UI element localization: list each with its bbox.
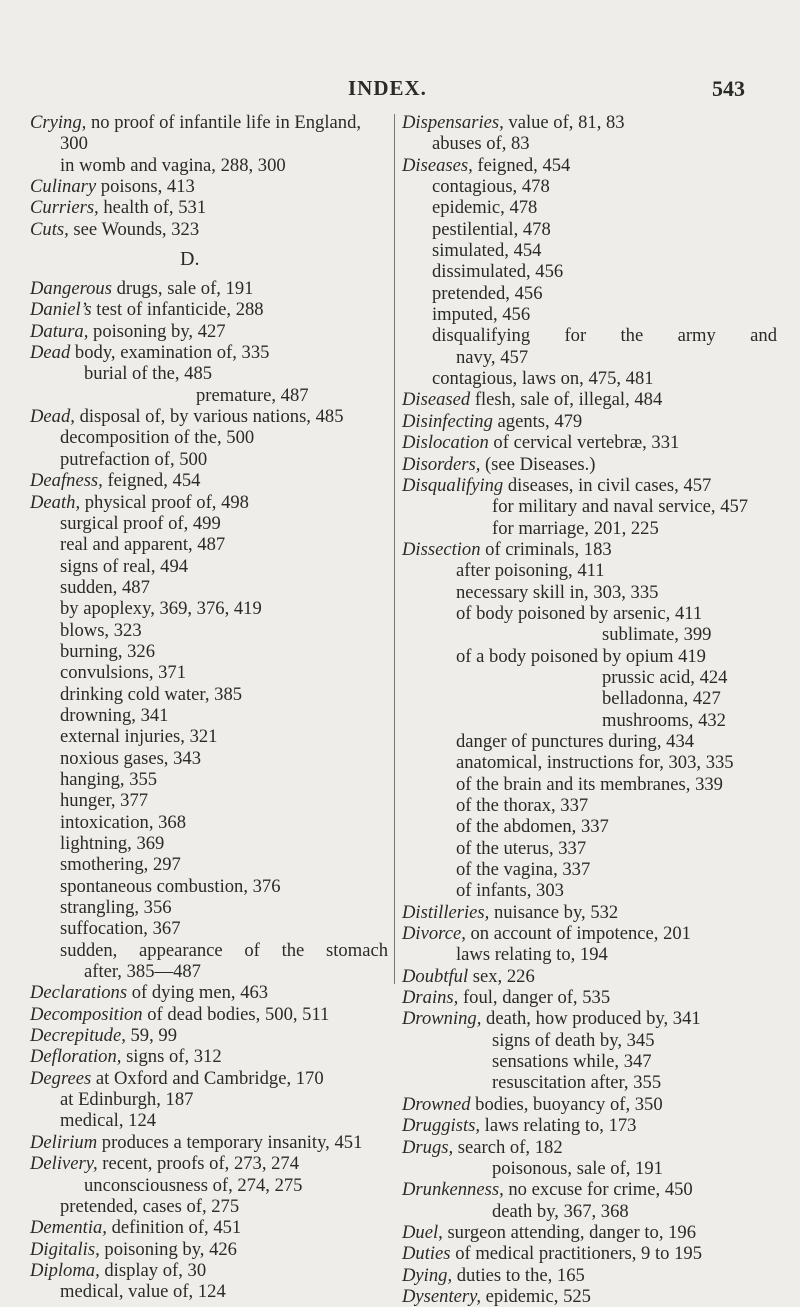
entry-heading: Crying, [30,112,87,133]
entry-text: test of infanticide, 288 [91,299,264,321]
entry-text: at Oxford and Cambridge, 170 [91,1067,324,1089]
word: for [564,325,587,347]
index-subentry: navy, 457 [456,346,529,368]
index-subentry: signs of real, 494 [60,555,189,577]
entry-text: display of, 30 [99,1259,207,1281]
entry-heading: Death, [30,491,81,513]
index-entry [30,112,388,133]
entry-heading: Distilleries, [402,901,490,923]
justified-text [60,940,388,961]
justified-text [432,325,777,346]
index-subentry: pestilential, 478 [432,218,551,240]
entry-heading: Digitalis, [30,1238,100,1260]
entry-text: (see Diseases.) [480,453,596,475]
entry-text: epidemic, 525 [481,1285,591,1307]
column-divider [394,114,395,984]
index-entry [402,1115,777,1136]
entry-heading: Doubtful [402,965,469,987]
index-subentry: medical, value of, 124 [60,1281,226,1303]
word: and [750,325,777,347]
index-entry [402,902,777,923]
index-subentry: in womb and vagina, 288, 300 [60,154,286,176]
index-subentry: of the thorax, 337 [456,795,589,816]
index-subentry: abuses of, 83 [432,133,530,155]
index-subentry: sudden, 487 [60,576,150,598]
entry-heading: Cuts, [30,218,69,240]
entry-text: poisoning by, 426 [99,1238,237,1260]
index-entry [30,406,388,427]
index-subentry: pretended, 456 [432,282,543,304]
index-subentry: imputed, 456 [432,304,531,326]
index-subentry: dissimulated, 456 [432,261,564,283]
index-subentry: hunger, 377 [60,790,149,812]
entry-heading: Delivery, [30,1153,98,1175]
entry-heading: Delirium [30,1131,98,1153]
entry-text: on account of impotence, 201 [465,923,691,945]
word: the [620,325,644,347]
entry-text: see Wounds, 323 [68,218,200,240]
index-subentry: premature, 487 [196,384,309,406]
index-entry [402,1286,777,1307]
index-subentry: smothering, 297 [60,854,181,876]
entry-heading: Duties [402,1243,451,1265]
word: army [677,325,716,347]
index-entry [30,1004,388,1025]
index-entry [30,982,388,1003]
entry-text: produces a temporary insanity, 451 [97,1131,363,1153]
index-subentry: laws relating to, 194 [456,944,608,966]
entry-heading: Drunkenness, [402,1179,504,1201]
word: stomach [326,939,388,961]
index-entry [30,1046,388,1067]
index-entry [30,176,388,197]
entry-text: of medical practitioners, 9 to 195 [450,1243,703,1265]
index-entry [402,389,777,410]
entry-heading: Datura, [30,320,89,342]
entry-text: poisons, 413 [96,176,195,198]
entry-text: of dead bodies, 500, 511 [142,1003,330,1025]
entry-heading: Drains, [402,987,459,1009]
entry-heading: Dislocation [402,432,489,454]
index-column-left [30,112,388,1303]
entry-text: diseases, in civil cases, 457 [503,474,712,496]
index-entry [402,475,777,496]
index-subentry: decomposition of the, 500 [60,427,255,449]
entry-heading: Drugs, [402,1136,454,1158]
entry-heading: Diseases, [402,154,473,176]
index-entry [402,411,777,432]
index-entry [30,1153,388,1174]
index-entry [30,1068,388,1089]
index-entry [30,1132,388,1153]
index-entry [402,432,777,453]
index-subentry: of the uterus, 337 [456,837,587,859]
entry-heading: Duel, [402,1221,443,1243]
entry-heading: Dispensaries, [402,112,504,133]
index-subentry: mushrooms, 432 [602,709,726,731]
entry-text: no excuse for crime, 450 [503,1179,693,1201]
index-subentry: belladonna, 427 [602,688,721,710]
index-subentry [30,940,388,961]
index-subentry: strangling, 356 [60,897,172,919]
entry-text: no proof of infantile life in England, [86,112,362,133]
entry-text: body, examination of, 335 [70,342,270,364]
entry-text: signs of, 312 [121,1046,222,1068]
entry-heading: Deafness, [30,470,103,492]
index-subentry: epidemic, 478 [432,197,538,219]
index-subentry: burning, 326 [60,640,156,662]
entry-text: physical proof of, 498 [80,491,249,513]
index-entry [30,321,388,342]
entry-heading: Declarations [30,982,128,1004]
word: of [244,939,260,961]
entry-heading: Degrees [30,1067,92,1089]
entry-text: 59, 99 [125,1025,177,1047]
index-subentry: 300 [60,133,88,155]
index-subentry: after, 385—487 [84,961,201,983]
section-letter: D. [180,248,200,271]
index-entry [402,987,777,1008]
entry-text: drugs, sale of, 191 [111,278,254,300]
entry-text: surgeon attending, danger to, 196 [442,1221,697,1243]
index-entry [402,966,777,987]
index-subentry: lightning, 369 [60,833,165,854]
index-subentry: for military and naval service, 457 [492,496,749,518]
index-entry [30,470,388,491]
entry-text: definition of, 451 [106,1217,242,1239]
entry-text: sex, 226 [468,965,535,987]
index-entry [30,219,388,240]
entry-heading: Drowning, [402,1008,482,1030]
index-entry [30,492,388,513]
index-subentry: contagious, 478 [432,176,550,198]
index-subentry: necessary skill in, 303, 335 [456,581,659,603]
entry-heading: Dead [30,342,71,364]
index-entry [30,1239,388,1260]
index-entry [30,1260,388,1281]
entry-heading: Dysentery, [402,1285,481,1307]
word: disqualifying [432,325,531,347]
index-entry [30,299,388,320]
index-subentry: after poisoning, 411 [456,560,605,582]
entry-text: health of, 531 [98,197,207,219]
entry-text: feigned, 454 [102,470,201,492]
index-entry [30,278,388,299]
index-entry [30,197,388,218]
page-number: 543 [712,76,745,101]
index-subentry: poisonous, sale of, 191 [492,1157,663,1179]
entry-text: poisoning by, 427 [88,320,226,342]
index-subentry: drinking cold water, 385 [60,683,243,705]
index-subentry: signs of death by, 345 [492,1029,655,1051]
entry-text: bodies, buoyancy of, 350 [470,1093,663,1115]
index-subentry: of a body poisoned by opium 419 [456,645,706,667]
index-entry [402,923,777,944]
entry-heading: Culinary [30,176,97,198]
index-entry [402,1008,777,1029]
entry-heading: Decomposition [30,1003,143,1025]
index-subentry: pretended, cases of, 275 [60,1195,240,1217]
index-subentry: suffocation, 367 [60,918,181,940]
index-entry [30,342,388,363]
entry-heading: Diploma, [30,1259,100,1281]
entry-heading: Disorders, [402,453,481,475]
index-subentry: spontaneous combustion, 376 [60,875,281,897]
page-header [0,76,800,106]
index-column-right [402,112,777,1307]
running-title: INDEX. [348,76,427,100]
entry-heading: Disqualifying [402,474,504,496]
entry-text: of dying men, 463 [127,982,269,1004]
index-subentry: of body poisoned by arsenic, 411 [456,602,703,624]
index-entry [402,1094,777,1115]
entry-heading: Dead, [30,406,75,428]
index-entry [402,454,777,475]
index-subentry: putrefaction of, 500 [60,448,208,470]
index-subentry: resuscitation after, 355 [492,1072,662,1094]
index-subentry: of the abdomen, 337 [456,816,609,838]
index-subentry: simulated, 454 [432,240,542,262]
index-subentry: unconsciousness of, 274, 275 [84,1174,303,1196]
index-subentry: real and apparent, 487 [60,534,226,556]
entry-text: disposal of, by various nations, 485 [74,406,344,428]
entry-heading: Defloration, [30,1046,122,1068]
index-subentry: at Edinburgh, 187 [60,1089,194,1111]
index-subentry: by apoplexy, 369, 376, 419 [60,598,262,620]
index-entry [402,1179,777,1200]
entry-heading: Dissection [402,538,481,560]
index-subentry: prussic acid, 424 [602,666,728,688]
index-subentry: contagious, laws on, 475, 481 [432,368,654,390]
entry-text: value of, 81, 83 [503,112,625,133]
entry-text: of criminals, 183 [480,538,612,560]
entry-text: search of, 182 [453,1136,563,1158]
index-entry [30,1025,388,1046]
entry-heading: Dementia, [30,1217,107,1239]
index-subentry: drowning, 341 [60,704,169,726]
entry-heading: Dying, [402,1264,453,1286]
entry-text: foul, danger of, 535 [458,987,611,1009]
entry-text: agents, 479 [492,410,583,432]
entry-text: duties to the, 165 [452,1264,585,1286]
index-subentry: surgical proof of, 499 [60,512,221,534]
entry-heading: Diseased [402,389,471,411]
entry-text: nuisance by, 532 [489,901,619,923]
entry-text: feigned, 454 [472,154,571,176]
index-subentry: external injuries, 321 [60,726,218,748]
entry-heading: Druggists, [402,1115,481,1137]
entry-text: death, how produced by, 341 [481,1008,701,1030]
word: sudden, [60,939,118,961]
index-subentry: sensations while, 347 [492,1051,652,1073]
index-subentry: danger of punctures during, 434 [456,730,695,752]
index-subentry: noxious gases, 343 [60,747,201,769]
index-subentry: of the brain and its membranes, 339 [456,773,723,795]
index-entry [402,1265,777,1286]
index-subentry: of infants, 303 [456,880,564,902]
index-subentry: intoxication, 368 [60,811,187,833]
index-subentry: burial of the, 485 [84,363,213,385]
index-entry [402,155,777,176]
entry-heading: Divorce, [402,923,466,945]
entry-text: recent, proofs of, 273, 274 [97,1153,300,1175]
index-subentry: of the vagina, 337 [456,859,591,881]
index-entry [402,1222,777,1243]
index-subentry [402,325,777,346]
index-subentry: hanging, 355 [60,768,158,790]
entry-heading: Daniel’s [30,299,92,321]
entry-text: laws relating to, 173 [480,1115,637,1137]
index-subentry: for marriage, 201, 225 [492,517,659,539]
entry-text: flesh, sale of, illegal, 484 [470,389,663,411]
entry-heading: Dangerous [30,278,112,300]
entry-heading: Disinfecting [402,410,493,432]
entry-heading: Decrepitude, [30,1025,126,1047]
entry-heading: Drowned [402,1093,471,1115]
index-subentry: sublimate, 399 [602,624,712,646]
word: the [281,939,305,961]
index-subentry: convulsions, 371 [60,662,187,684]
index-subentry: anatomical, instructions for, 303, 335 [456,752,734,774]
index-subentry: medical, 124 [60,1110,157,1132]
index-subentry: death by, 367, 368 [492,1200,629,1222]
index-subentry: blows, 323 [60,619,142,641]
index-entry [402,1137,777,1158]
index-entry [402,1243,777,1264]
entry-heading: Curriers, [30,197,99,219]
index-entry [402,539,777,560]
index-entry [402,112,777,133]
index-entry [30,1217,388,1238]
word: appearance [139,939,223,961]
entry-text: of cervical vertebræ, 331 [488,432,680,454]
